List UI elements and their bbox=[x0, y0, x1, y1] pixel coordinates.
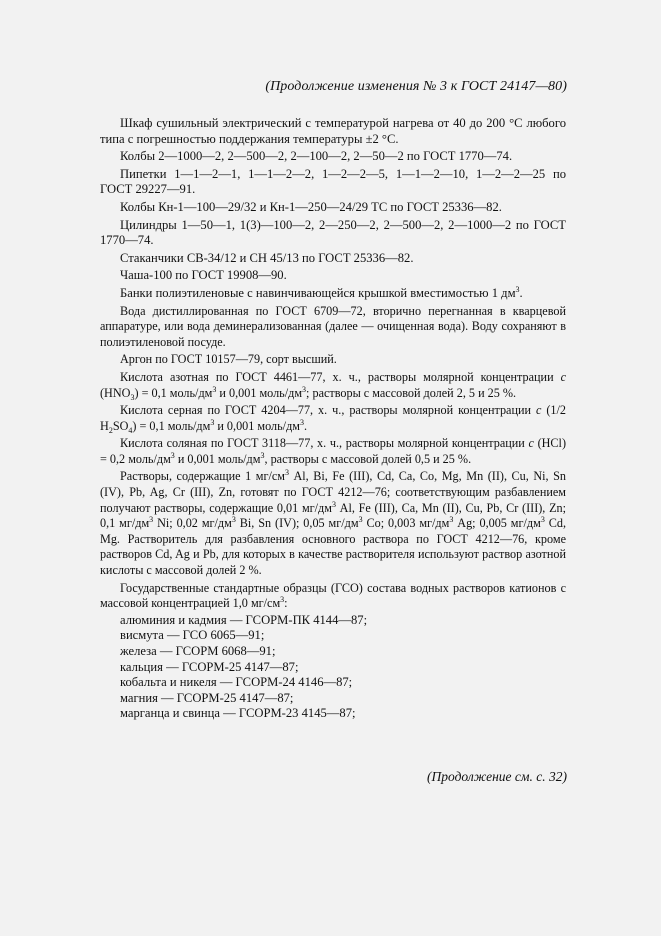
paragraph-drying-cabinet: Шкаф сушильный электрический с температурой нагрева от 40 до 200 °С любого типа с погрешностью поддержания температуры ±2 °С. bbox=[100, 116, 566, 146]
paragraph-beakers: Стаканчики СВ-34/12 и СН 45/13 по ГОСТ 25336—82. bbox=[120, 250, 414, 265]
list-item: алюминия и кадмия — ГСОРМ-ПК 4144—87; bbox=[120, 612, 368, 627]
paragraph-conical-flasks: Колбы Кн-1—100—29/32 и Кн-1—250—24/29 ТС по ГОСТ 25336—82. bbox=[120, 199, 502, 214]
paragraph-water: Вода дистиллированная по ГОСТ 6709—72, вторично перегнанная в кварцевой аппаратуре, или вода деминерализованная (далее — очищенная вода). Воду сохраняют в полиэтиленовой посуде. bbox=[100, 303, 566, 349]
paragraph-gso: Государственные стандартные образцы (ГСО) состава водных растворов катионов с массовой концентрацией 1,0 $мг/см^3$: bbox=[100, 580, 566, 611]
body-text bbox=[100, 116, 566, 722]
gso-list bbox=[100, 613, 566, 722]
list-item: висмута — ГСО 6065—91; bbox=[120, 628, 265, 643]
paragraph-jars: Банки полиэтиленовые с навинчивающейся крышкой вместимостью 1 $дм^3$. bbox=[120, 284, 523, 300]
list-item: кобальта и никеля — ГСОРМ-24 4146—87; bbox=[120, 675, 353, 690]
paragraph-cylinders: Цилиндры 1—50—1, 1(3)—100—2, 2—250—2, 2—500—2, 2—1000—2 по ГОСТ 1770—74. bbox=[100, 217, 566, 248]
list-item: марганца и свинца — ГСОРМ-23 4145—87; bbox=[120, 706, 356, 721]
paragraph-flasks: Колбы 2—1000—2, 2—500—2, 2—100—2, 2—50—2 по ГОСТ 1770—74. bbox=[120, 149, 513, 164]
page-header: (Продолжение изменения № 3 к ГОСТ 24147—80) bbox=[265, 79, 567, 94]
paragraph-pipettes: Пипетки 1—1—2—1, 1—1—2—2, 1—2—2—5, 1—1—2—10, 1—2—2—25 по ГОСТ 29227—91. bbox=[100, 166, 566, 197]
paragraph-hydrochloric-acid: Кислота соляная по ГОСТ 3118—77, х. ч., растворы молярной концентрации с (HCl) = 0,2 моль/$дм^3$ и 0,001 моль/$дм^3$, растворы с массовой долей 0,5 и 25 %. bbox=[100, 436, 566, 466]
paragraph-solutions: Растворы, содержащие 1 $мг/см^3$ Al, Bi, Fe (III), Cd, Ca, Co, Mg, Mn (II), Cu, Ni, Sn (IV), Pb, Ag, Cr (III), Zn, готовят по ГОСТ 4212—76; соответствующим разбавлением получают растворы, содержащие 0,01 $мг/дм^3$ Al, Fe (III), Ca, Mn (II), Cu, Pb, Cr (III), Zn; 0,1 $мг/дм^3$ Ni; 0,02 $мг/дм^3$ Bi, Sn (IV); 0,05 $мг/дм^3$ Co; 0,003 $мг/дм^3$ Ag; 0,005 $мг/дм^3$ Cd, Mg. Растворитель для разбавления основного раствора по ГОСТ 4212—76, кроме растворов Cd, Ag и Pb, для которых в качестве растворителя используют раствор азотной кислоты с массовой долей 2 %. bbox=[100, 468, 567, 578]
paragraph-sulfuric-acid: Кислота серная по ГОСТ 4204—77, х. ч., растворы молярной концентрации с (1/2 $H_2SO_4) = 0,1$ моль/$дм^3$ и 0,001 моль/$дм^3$. bbox=[100, 403, 566, 435]
paragraph-dish: Чаша-100 по ГОСТ 19908—90. bbox=[120, 268, 287, 283]
paragraph-nitric-acid: Кислота азотная по ГОСТ 4461—77, х. ч., растворы молярной концентрации с $(HNO_3) = 0,1$ моль/$дм^3$ и 0,001 моль/$дм^3$; растворы с массовой долей 2, 5 и 25 %. bbox=[100, 369, 566, 402]
page-footer-continuation: (Продолжение см. с. 32) bbox=[427, 769, 567, 784]
list-item: кальция — ГСОРМ-25 4147—87; bbox=[120, 659, 299, 674]
list-item: железа — ГСОРМ 6068—91; bbox=[120, 644, 276, 658]
paragraph-argon: Аргон по ГОСТ 10157—79, сорт высший. bbox=[120, 352, 337, 367]
list-item: магния — ГСОРМ-25 4147—87; bbox=[120, 690, 294, 705]
